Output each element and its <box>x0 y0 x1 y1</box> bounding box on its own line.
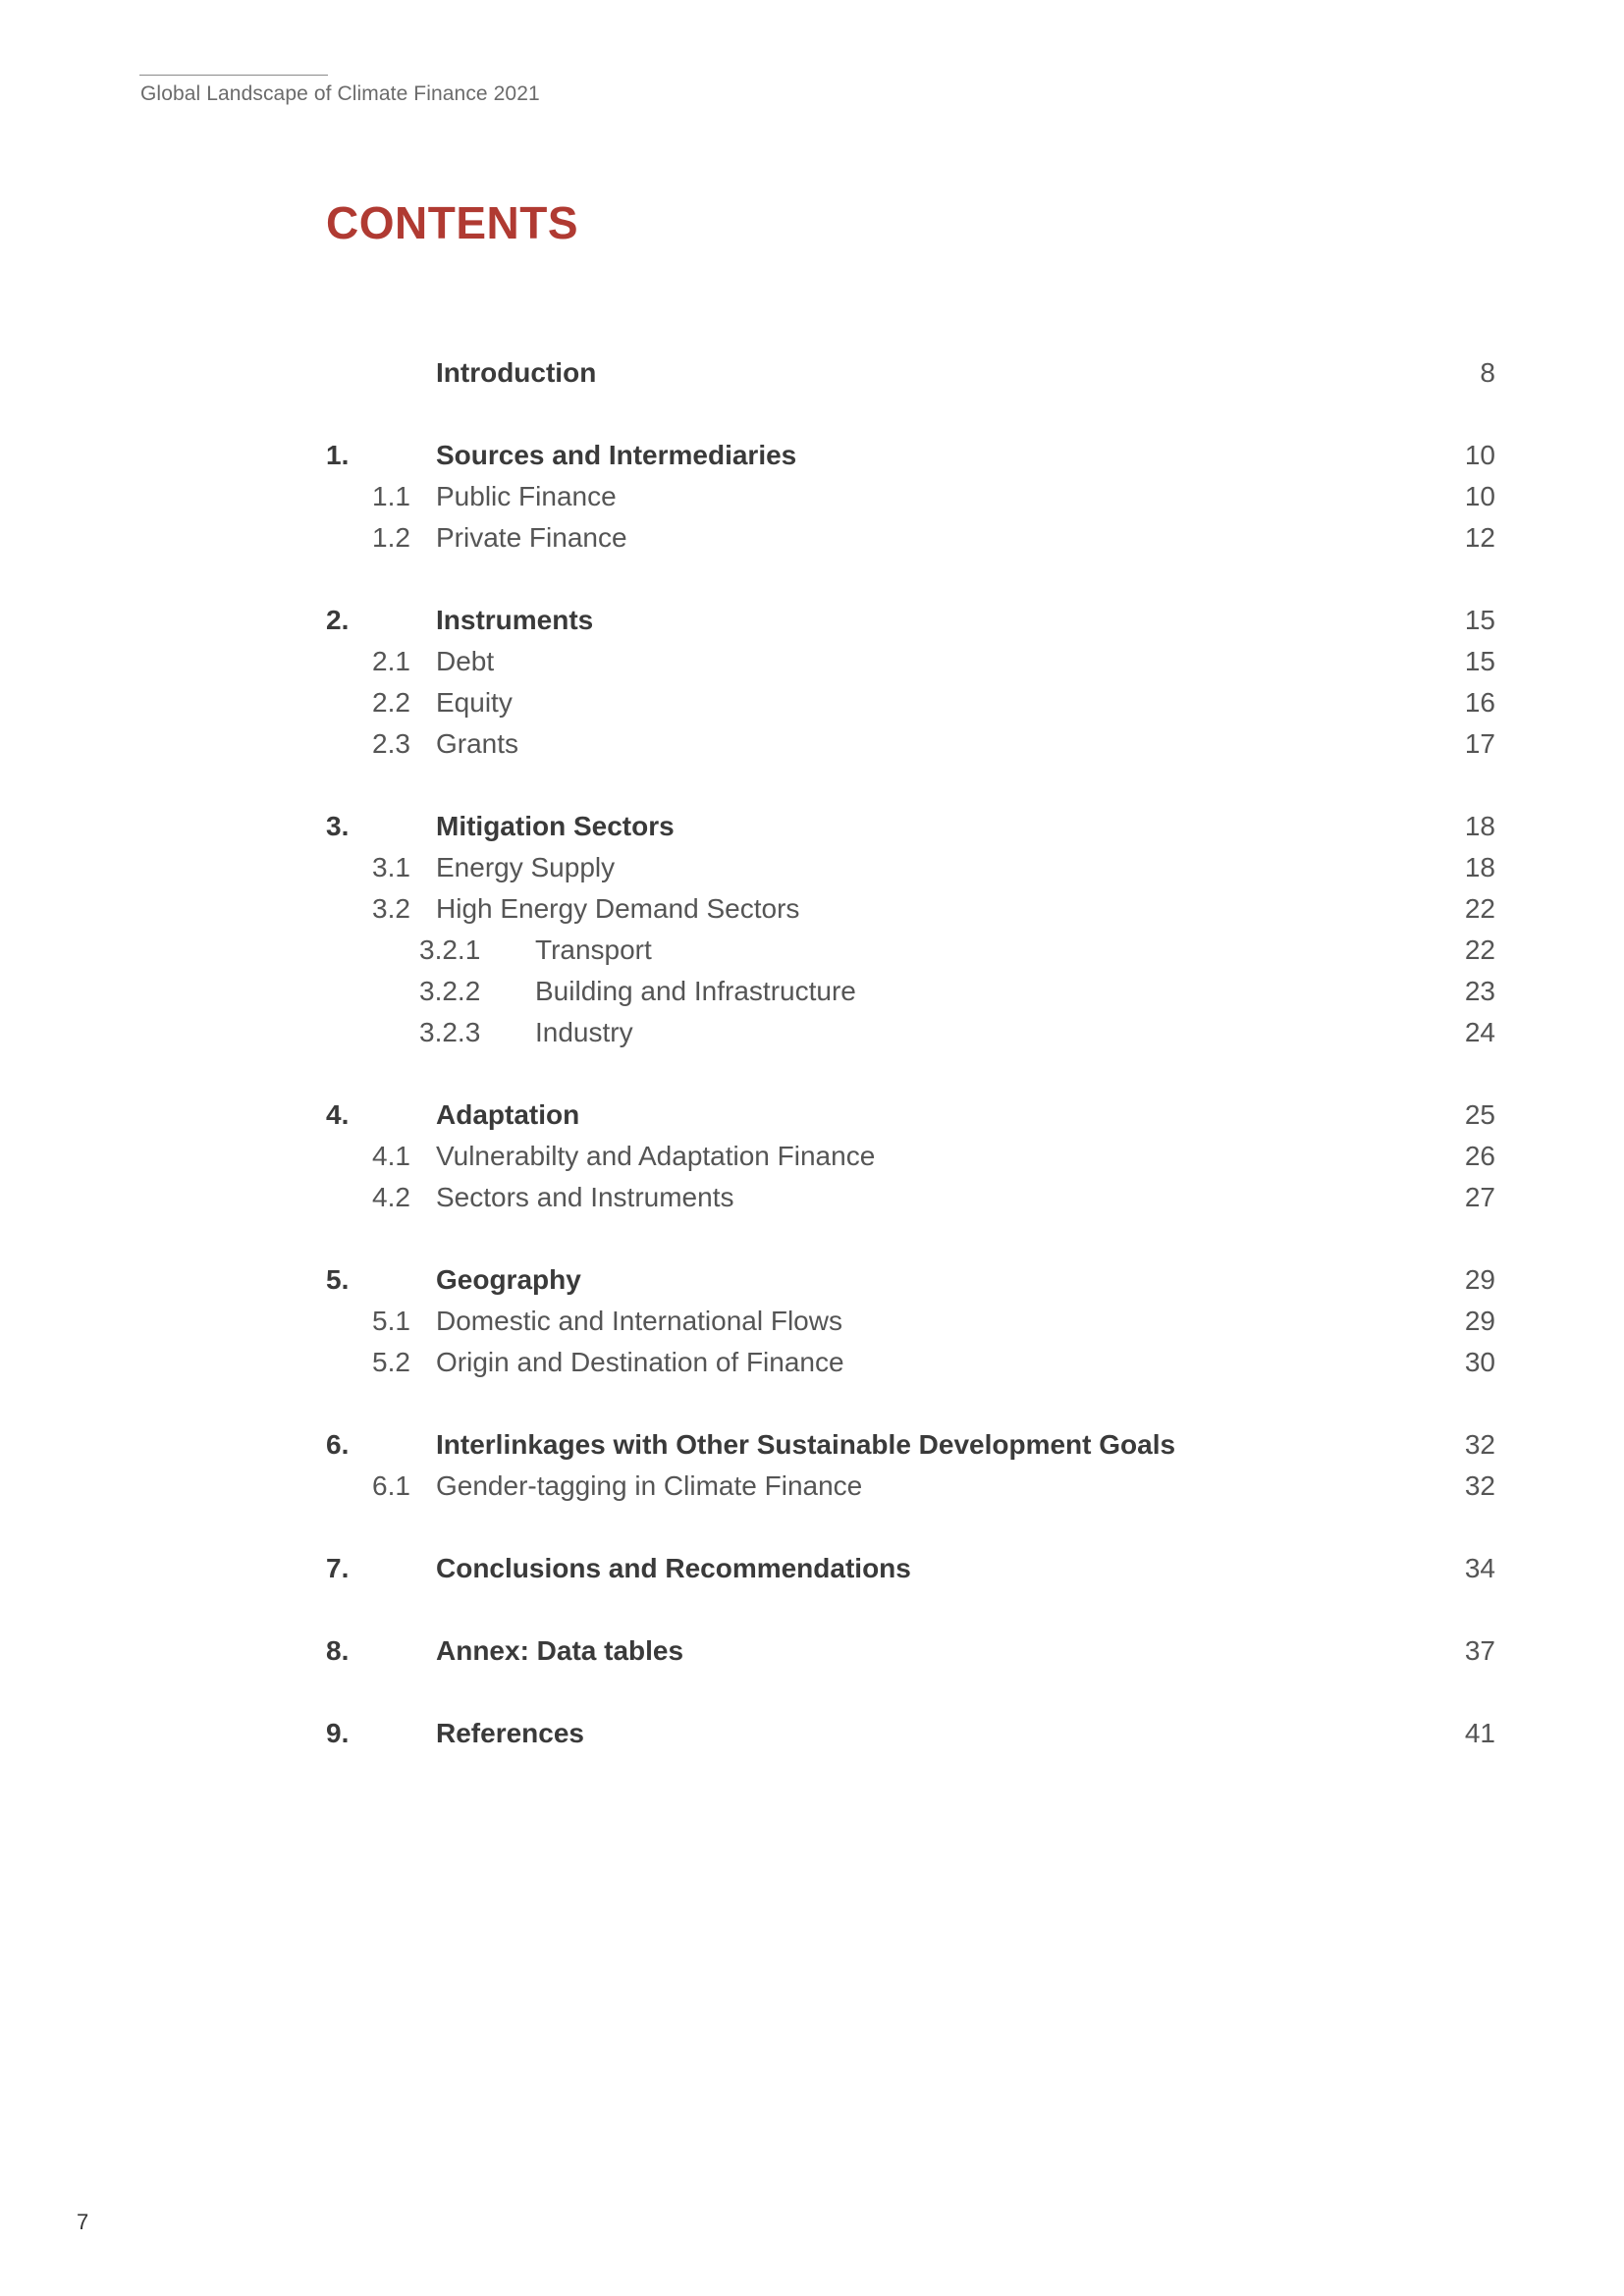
toc-entry-label: Gender-tagging in Climate Finance <box>436 1470 863 1501</box>
toc-entry-section-4-1[interactable] <box>0 1137 1624 1176</box>
toc-entry-label: Introduction <box>436 357 597 388</box>
toc-entry-label: High Energy Demand Sectors <box>436 893 800 924</box>
toc-entry-label: Instruments <box>436 605 594 635</box>
toc-entry-section-1-1[interactable] <box>0 477 1624 516</box>
toc-entry-label: Industry <box>535 1017 633 1047</box>
toc-entry-label: Private Finance <box>436 522 627 553</box>
toc-entry-page: 22 <box>1464 934 1495 965</box>
toc-entry-section-3-2-1[interactable] <box>0 931 1624 970</box>
toc-entry-label: Building and Infrastructure <box>535 976 856 1006</box>
toc-entry-number: 5.1 <box>372 1306 410 1336</box>
toc-entry-page: 32 <box>1464 1429 1495 1460</box>
toc-entry-label: Sources and Intermediaries <box>436 440 797 470</box>
toc-entry-section-3-2[interactable] <box>0 889 1624 929</box>
toc-entry-label: Geography <box>436 1264 581 1295</box>
toc-entry-introduction[interactable] <box>0 353 1624 393</box>
toc-entry-page: 12 <box>1464 522 1495 553</box>
toc-entry-section-3-1[interactable] <box>0 848 1624 887</box>
toc-entry-section-6-1[interactable] <box>0 1467 1624 1506</box>
toc-entry-number: 1.1 <box>372 481 410 511</box>
toc-entry-label: Equity <box>436 687 513 718</box>
toc-entry-page: 34 <box>1464 1553 1495 1583</box>
toc-entry-number: 3.1 <box>372 852 410 882</box>
running-head: Global Landscape of Climate Finance 2021 <box>140 82 540 105</box>
toc-entry-number: 2. <box>326 605 350 635</box>
toc-entry-label: Debt <box>436 646 495 676</box>
toc-entry-page: 29 <box>1464 1306 1495 1336</box>
toc-entry-number: 4.1 <box>372 1141 410 1171</box>
toc-entry-page: 30 <box>1464 1347 1495 1377</box>
toc-entry-page: 37 <box>1464 1635 1495 1666</box>
toc-entry-number: 5.2 <box>372 1347 410 1377</box>
toc-entry-label: Annex: Data tables <box>436 1635 684 1666</box>
toc-entry-page: 32 <box>1464 1470 1495 1501</box>
toc-entry-page: 16 <box>1464 687 1495 718</box>
toc-entry-page: 18 <box>1464 852 1495 882</box>
toc-entry-page: 15 <box>1464 646 1495 676</box>
toc-entry-label: Mitigation Sectors <box>436 811 675 841</box>
toc-entry-number: 2.2 <box>372 687 410 718</box>
toc-entry-number: 1.2 <box>372 522 410 553</box>
toc-entry-page: 17 <box>1464 728 1495 759</box>
toc-entry-page: 27 <box>1464 1182 1495 1212</box>
toc-entry-page: 10 <box>1464 481 1495 511</box>
toc-entry-section-1-2[interactable] <box>0 518 1624 558</box>
toc-entry-section-2-3[interactable] <box>0 724 1624 764</box>
toc-entry-page: 18 <box>1464 811 1495 841</box>
toc-entry-page: 10 <box>1464 440 1495 470</box>
toc-entry-number: 3.2.3 <box>419 1017 481 1047</box>
toc-entry-section-3-2-2[interactable] <box>0 972 1624 1011</box>
toc-entry-number: 5. <box>326 1264 350 1295</box>
toc-entry-label: Sectors and Instruments <box>436 1182 734 1212</box>
toc-entry-section-6[interactable] <box>0 1425 1624 1465</box>
toc-entry-number: 4.2 <box>372 1182 410 1212</box>
toc-entry-number: 2.1 <box>372 646 410 676</box>
toc-entry-section-1[interactable] <box>0 436 1624 475</box>
toc-entry-section-9[interactable] <box>0 1714 1624 1753</box>
toc-entry-label: Public Finance <box>436 481 617 511</box>
toc-entry-number: 2.3 <box>372 728 410 759</box>
toc-entry-number: 6.1 <box>372 1470 410 1501</box>
toc-entry-label: Grants <box>436 728 519 759</box>
toc-entry-section-2-2[interactable] <box>0 683 1624 722</box>
toc-entry-section-4[interactable] <box>0 1095 1624 1135</box>
toc-entry-section-5[interactable] <box>0 1260 1624 1300</box>
toc-entry-page: 22 <box>1464 893 1495 924</box>
toc-entry-label: Transport <box>535 934 652 965</box>
toc-entry-page: 23 <box>1464 976 1495 1006</box>
toc-entry-section-8[interactable] <box>0 1631 1624 1671</box>
toc-entry-section-3[interactable] <box>0 807 1624 846</box>
toc-entry-number: 3. <box>326 811 350 841</box>
toc-entry-section-7[interactable] <box>0 1549 1624 1588</box>
toc-entry-page: 8 <box>1480 357 1495 388</box>
toc-entry-page: 41 <box>1464 1718 1495 1748</box>
toc-entry-label: Adaptation <box>436 1099 580 1130</box>
toc-entry-number: 3.2.1 <box>419 934 481 965</box>
toc-entry-label: Vulnerabilty and Adaptation Finance <box>436 1141 876 1171</box>
toc-entry-number: 4. <box>326 1099 350 1130</box>
toc-entry-section-4-2[interactable] <box>0 1178 1624 1217</box>
toc-entry-section-2-1[interactable] <box>0 642 1624 681</box>
toc-entry-page: 29 <box>1464 1264 1495 1295</box>
toc-entry-section-2[interactable] <box>0 601 1624 640</box>
toc-entry-number: 6. <box>326 1429 350 1460</box>
toc-entry-page: 26 <box>1464 1141 1495 1171</box>
toc-entry-label: Energy Supply <box>436 852 616 882</box>
toc-entry-page: 15 <box>1464 605 1495 635</box>
toc-entry-label: Origin and Destination of Finance <box>436 1347 844 1377</box>
toc-entry-label: Interlinkages with Other Sustainable Development Goals <box>436 1429 1176 1460</box>
toc-entry-label: Conclusions and Recommendations <box>436 1553 911 1583</box>
toc-entry-page: 24 <box>1464 1017 1495 1047</box>
toc-entry-number: 3.2.2 <box>419 976 481 1006</box>
toc-entry-section-5-1[interactable] <box>0 1302 1624 1341</box>
toc-entry-number: 1. <box>326 440 350 470</box>
toc-entry-number: 7. <box>326 1553 350 1583</box>
toc-entry-page: 25 <box>1464 1099 1495 1130</box>
toc-entry-number: 3.2 <box>372 893 410 924</box>
toc-entry-label: References <box>436 1718 584 1748</box>
page-number: 7 <box>77 2210 89 2234</box>
toc-entry-section-3-2-3[interactable] <box>0 1013 1624 1052</box>
toc-entry-number: 8. <box>326 1635 350 1666</box>
toc-entry-label: Domestic and International Flows <box>436 1306 842 1336</box>
toc-entry-number: 9. <box>326 1718 350 1748</box>
toc-entry-section-5-2[interactable] <box>0 1343 1624 1382</box>
page-title: CONTENTS <box>326 197 578 248</box>
